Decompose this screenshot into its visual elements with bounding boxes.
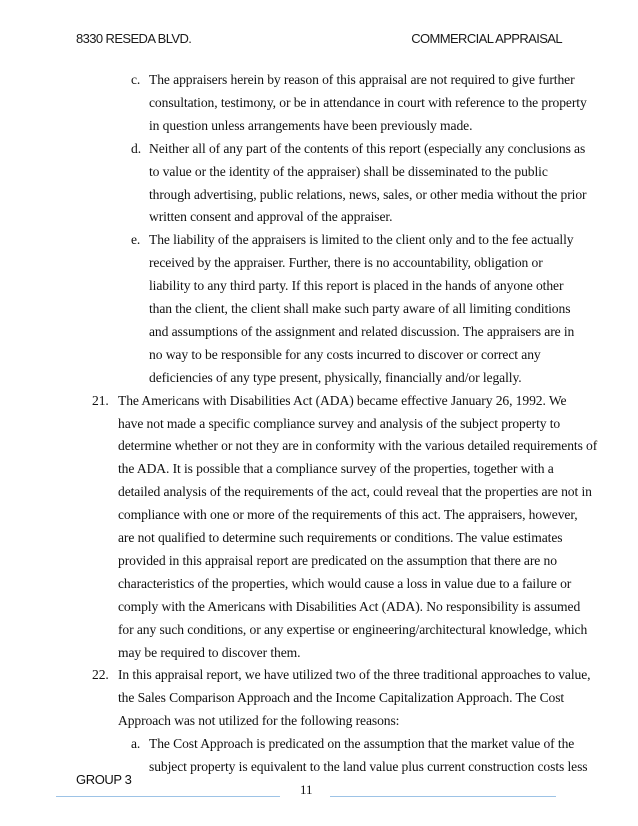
paragraph-line: for any such conditions, or any expertise or engineering/architectural knowledge, which bbox=[118, 621, 588, 637]
footer-rule-left bbox=[56, 796, 280, 797]
paragraph-line: consultation, testimony, or be in attendance in court with reference to the property bbox=[149, 94, 587, 110]
paragraph-line: detailed analysis of the requirements of the act, could reveal that the properties are not in bbox=[118, 484, 592, 500]
paragraph-line: The appraisers herein by reason of this appraisal are not required to give further bbox=[149, 72, 575, 87]
paragraph-line: liability to any third party. If this report is placed in the hands of anyone other bbox=[149, 278, 564, 294]
footer-group: GROUP 3 bbox=[76, 772, 132, 787]
list-marker: 22. bbox=[92, 667, 109, 683]
paragraph-line: received by the appraiser. Further, there is no accountability, obligation or bbox=[149, 255, 543, 271]
header-doc-type: COMMERCIAL APPRAISAL bbox=[411, 31, 562, 46]
paragraph-line: The Cost Approach is predicated on the assumption that the market value of the bbox=[149, 736, 575, 752]
paragraph-line: Neither all of any part of the contents of this report (especially any conclusions as bbox=[149, 140, 586, 156]
paragraph-line: provided in this appraisal report are predicated on the assumption that there are no bbox=[118, 552, 557, 568]
paragraph-line: are not qualified to determine such requirements or conditions. The value estimates bbox=[118, 530, 563, 545]
list-marker: 21. bbox=[92, 392, 109, 408]
paragraph-line: In this appraisal report, we have utilized two of the three traditional approaches to value, bbox=[118, 667, 591, 683]
paragraph-line: compliance with one or more of the requirements of this act. The appraisers, however, bbox=[118, 507, 578, 523]
paragraph-line: have not made a specific compliance survey and analysis of the subject property to bbox=[118, 415, 561, 431]
page-number: 11 bbox=[300, 782, 313, 797]
list-marker: e. bbox=[131, 232, 141, 248]
paragraph-line: Approach was not utilized for the following reasons: bbox=[118, 713, 400, 729]
footer-rule-right bbox=[330, 796, 556, 797]
paragraph-line: no way to be responsible for any costs incurred to discover or correct any bbox=[149, 346, 541, 362]
list-marker: a. bbox=[131, 736, 141, 752]
list-marker: c. bbox=[131, 72, 141, 87]
paragraph-line: the ADA. It is possible that a compliance survey of the properties, together with a bbox=[118, 461, 554, 477]
paragraph-line: comply with the Americans with Disabilities Act (ADA). No responsibility is assumed bbox=[118, 598, 581, 614]
paragraph-line: to value or the identity of the appraiser) shall be disseminated to the public bbox=[149, 163, 548, 179]
paragraph-line: The liability of the appraisers is limited to the client only and to the fee actually bbox=[149, 232, 574, 248]
paragraph-line: may be required to discover them. bbox=[118, 644, 301, 660]
paragraph-line: and assumptions of the assignment and related discussion. The appraisers are in bbox=[149, 323, 575, 339]
paragraph-line: deficiencies of any type present, physically, financially and/or legally. bbox=[149, 369, 522, 385]
paragraph-line: written consent and approval of the appraiser. bbox=[149, 209, 393, 225]
paragraph-line: characteristics of the properties, which would cause a loss in value due to a failure or bbox=[118, 575, 572, 591]
paragraph-line: determine whether or not they are in conformity with the various detailed requirements of bbox=[118, 438, 598, 454]
paragraph-line: through advertising, public relations, news, sales, or other media without the prior bbox=[149, 186, 587, 202]
paragraph-line: the Sales Comparison Approach and the Income Capitalization Approach. The Cost bbox=[118, 690, 565, 706]
paragraph-line: in question unless arrangements have been previously made. bbox=[149, 117, 473, 133]
list-marker: d. bbox=[131, 140, 141, 156]
header-address: 8330 RESEDA BLVD. bbox=[76, 31, 192, 46]
paragraph-line: than the client, the client shall make such party aware of all limiting conditions bbox=[149, 301, 571, 316]
paragraph-line: subject property is equivalent to the land value plus current construction costs less bbox=[149, 759, 588, 774]
paragraph-line: The Americans with Disabilities Act (ADA) became effective January 26, 1992. We bbox=[118, 392, 567, 408]
